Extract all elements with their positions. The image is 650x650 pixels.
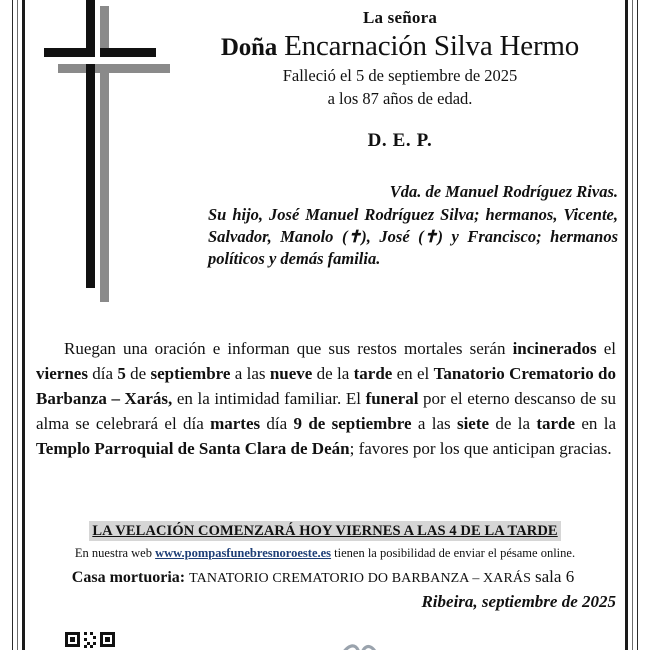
mortuary-label: Casa mortuoria: <box>71 569 186 586</box>
body-seg-7: en el <box>392 363 434 383</box>
body-bold-funeral-hour: siete <box>456 413 490 433</box>
body-seg-5: a las <box>230 363 270 383</box>
web-text-after: tienen la posibilidad de enviar el pésame online. <box>331 546 576 560</box>
body-bold-day: 5 <box>117 363 126 383</box>
body-seg-10: día <box>260 413 294 433</box>
body-bold-daypart: tarde <box>353 363 393 383</box>
body-bold-hour: nueve <box>269 363 313 383</box>
body-seg-13: en la <box>575 413 616 433</box>
deceased-name-line <box>180 30 620 62</box>
rip-abbreviation: D. E. P. <box>367 129 433 151</box>
body-seg-12: de la <box>489 413 537 433</box>
body-seg-14: ; favores por los que anticipan gracias. <box>349 438 612 458</box>
wake-banner-row <box>30 521 620 541</box>
body-seg-2: el <box>596 339 616 358</box>
funeral-home-website-link[interactable]: www.pompasfunebresnoroeste.es <box>155 546 332 560</box>
deceased-name: Encarnación Silva Hermo <box>284 29 580 62</box>
family-block <box>208 181 618 270</box>
body-seg-3: día <box>87 363 118 383</box>
mortuary-room: sala 6 <box>535 567 575 586</box>
body-bold-funeral-date: 9 de septiembre <box>293 413 412 433</box>
body-seg-4: de <box>125 363 151 383</box>
wake-banner: LA VELACIÓN COMENZARÁ HOY VIERNES A LAS 4 DE LA TARDE <box>89 521 560 541</box>
body-bold-crematorium: Tanatorio Crematorio do Barbanza – Xarás, <box>36 363 616 408</box>
place-and-date: Ribeira, septiembre de 2025 <box>421 592 616 611</box>
mortuary-line <box>30 566 616 589</box>
body-seg-9: por el eterno descanso de su alma se celebrará el día <box>36 388 617 433</box>
widow-line: Vda. de Manuel Rodríguez Rivas. <box>389 182 618 201</box>
body-bold-incinerados: incinerados <box>512 339 597 358</box>
body-seg-8: en la intimidad familiar. El <box>172 388 366 408</box>
body-seg-6: de la <box>312 363 354 383</box>
relatives-line: Su hijo, José Manuel Rodríguez Silva; hermanos, Vicente, Salvador, Manolo (✝), José (✝) y Francisco; hermanos políticos y demás familia. <box>208 204 618 268</box>
name-prefix: Doña <box>220 33 278 61</box>
body-seg-11: a las <box>411 413 457 433</box>
body-bold-month: septiembre <box>150 363 231 383</box>
qr-code-icon[interactable] <box>64 631 116 650</box>
body-bold-weekday: viernes <box>36 363 88 383</box>
age-line: a los 87 años de edad. <box>327 88 473 108</box>
honorific-label: La señora <box>362 8 438 27</box>
mortuary-place: TANATORIO CREMATORIO DO BARBANZA – XARÁS <box>189 571 532 586</box>
body-bold-funeral-daypart: tarde <box>536 413 576 433</box>
cross-emblem <box>38 0 198 312</box>
body-bold-funeral-weekday: martes <box>210 413 261 433</box>
web-text-before: En nuestra web <box>74 546 156 560</box>
condolences-web-line <box>30 545 620 561</box>
notice-content <box>30 0 620 650</box>
notice-header <box>180 8 620 152</box>
body-bold-funeral: funeral <box>365 388 419 408</box>
body-seg-1: Ruegan una oración e informan que sus restos mortales serán <box>64 339 513 358</box>
body-bold-church: Templo Parroquial de Santa Clara de Deán <box>36 438 350 458</box>
announcement-paragraph <box>36 337 616 462</box>
funeral-home-logo <box>326 633 390 650</box>
death-date-line: Falleció el 5 de septiembre de 2025 <box>282 66 518 86</box>
